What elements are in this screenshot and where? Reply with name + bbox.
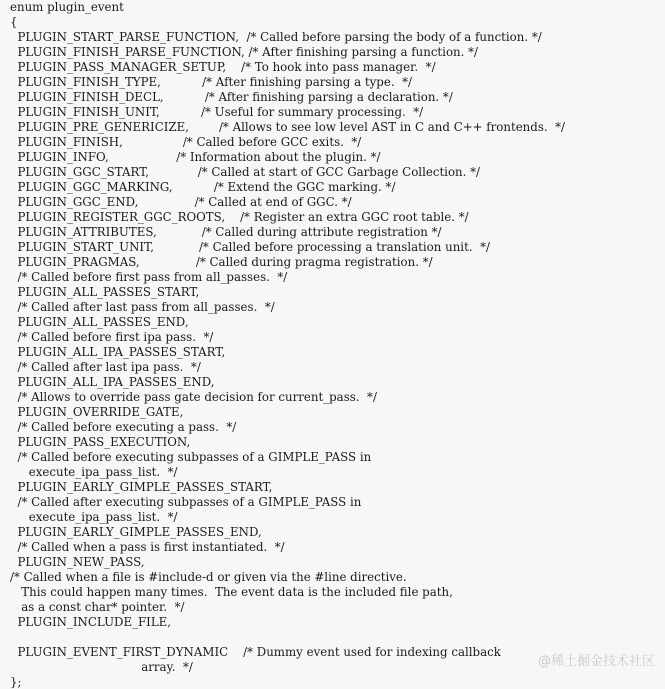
code-line: PLUGIN_EARLY_GIMPLE_PASSES_END, (10, 525, 262, 539)
code-line: array. */ (10, 660, 193, 674)
code-line: PLUGIN_GGC_START, /* Called at start of GCC Garbage Collection. */ (10, 165, 481, 179)
code-line: PLUGIN_FINISH_PARSE_FUNCTION, /* After finishing parsing a function. */ (10, 45, 479, 59)
code-line: This could happen many times. The event data is the included file path, (10, 585, 453, 599)
code-line: PLUGIN_PRE_GENERICIZE, /* Allows to see low level AST in C and C++ frontends. */ (10, 120, 566, 134)
code-line: /* Called before first pass from all_passes. */ (10, 270, 288, 284)
code-line: /* Called after last ipa pass. */ (10, 360, 201, 374)
code-line: execute_ipa_pass_list. */ (10, 465, 178, 479)
code-line: /* Called before executing subpasses of a GIMPLE_PASS in (10, 450, 372, 464)
code-line: /* Called after executing subpasses of a GIMPLE_PASS in (10, 495, 362, 509)
code-line: PLUGIN_PASS_MANAGER_SETUP, /* To hook into pass manager. */ (10, 60, 436, 74)
code-line: PLUGIN_FINISH, /* Called before GCC exits. */ (10, 135, 362, 149)
code-line: PLUGIN_ATTRIBUTES, /* Called during attribute registration */ (10, 225, 442, 239)
code-line: PLUGIN_REGISTER_GGC_ROOTS, /* Register an extra GGC root table. */ (10, 210, 469, 224)
code-line: PLUGIN_FINISH_TYPE, /* After finishing parsing a type. */ (10, 75, 412, 89)
code-line: PLUGIN_ALL_PASSES_START, (10, 285, 200, 299)
code-line: PLUGIN_EARLY_GIMPLE_PASSES_START, (10, 480, 273, 494)
code-line: as a const char* pointer. */ (10, 600, 185, 614)
code-line: PLUGIN_OVERRIDE_GATE, (10, 405, 184, 419)
code-block (10, 0, 565, 689)
code-line: PLUGIN_FINISH_UNIT, /* Useful for summary processing. */ (10, 105, 424, 119)
code-line: PLUGIN_FINISH_DECL, /* After finishing parsing a declaration. */ (10, 90, 453, 104)
code-line: PLUGIN_EVENT_FIRST_DYNAMIC /* Dummy event used for indexing callback (10, 645, 501, 659)
code-line: PLUGIN_START_UNIT, /* Called before processing a translation unit. */ (10, 240, 490, 254)
code-line: PLUGIN_PRAGMAS, /* Called during pragma registration. */ (10, 255, 433, 269)
code-line: { (10, 15, 18, 29)
code-line: enum plugin_event (10, 0, 124, 14)
code-line: PLUGIN_START_PARSE_FUNCTION, /* Called before parsing the body of a function. */ (10, 30, 542, 44)
code-line: PLUGIN_ALL_PASSES_END, (10, 315, 189, 329)
code-line: /* Allows to override pass gate decision for current_pass. */ (10, 390, 377, 404)
code-line: }; (10, 675, 22, 689)
code-line: PLUGIN_ALL_IPA_PASSES_START, (10, 345, 226, 359)
code-line: PLUGIN_NEW_PASS, (10, 555, 145, 569)
code-line (10, 630, 565, 645)
code-line: PLUGIN_GGC_MARKING, /* Extend the GGC marking. */ (10, 180, 396, 194)
code-line: /* Called when a file is #include-d or given via the #line directive. (10, 570, 407, 584)
code-line: /* Called before first ipa pass. */ (10, 330, 214, 344)
code-line: /* Called when a pass is first instantiated. */ (10, 540, 285, 554)
code-line: PLUGIN_INCLUDE_FILE, (10, 615, 172, 629)
code-line: execute_ipa_pass_list. */ (10, 510, 178, 524)
code-line: PLUGIN_GGC_END, /* Called at end of GGC. */ (10, 195, 352, 209)
code-line: PLUGIN_INFO, /* Information about the plugin. */ (10, 150, 381, 164)
code-line: PLUGIN_PASS_EXECUTION, (10, 435, 191, 449)
code-line: PLUGIN_ALL_IPA_PASSES_END, (10, 375, 215, 389)
watermark: @稀土掘金技术社区 (537, 654, 655, 669)
code-line: /* Called before executing a pass. */ (10, 420, 237, 434)
code-line: /* Called after last pass from all_passes. */ (10, 300, 275, 314)
